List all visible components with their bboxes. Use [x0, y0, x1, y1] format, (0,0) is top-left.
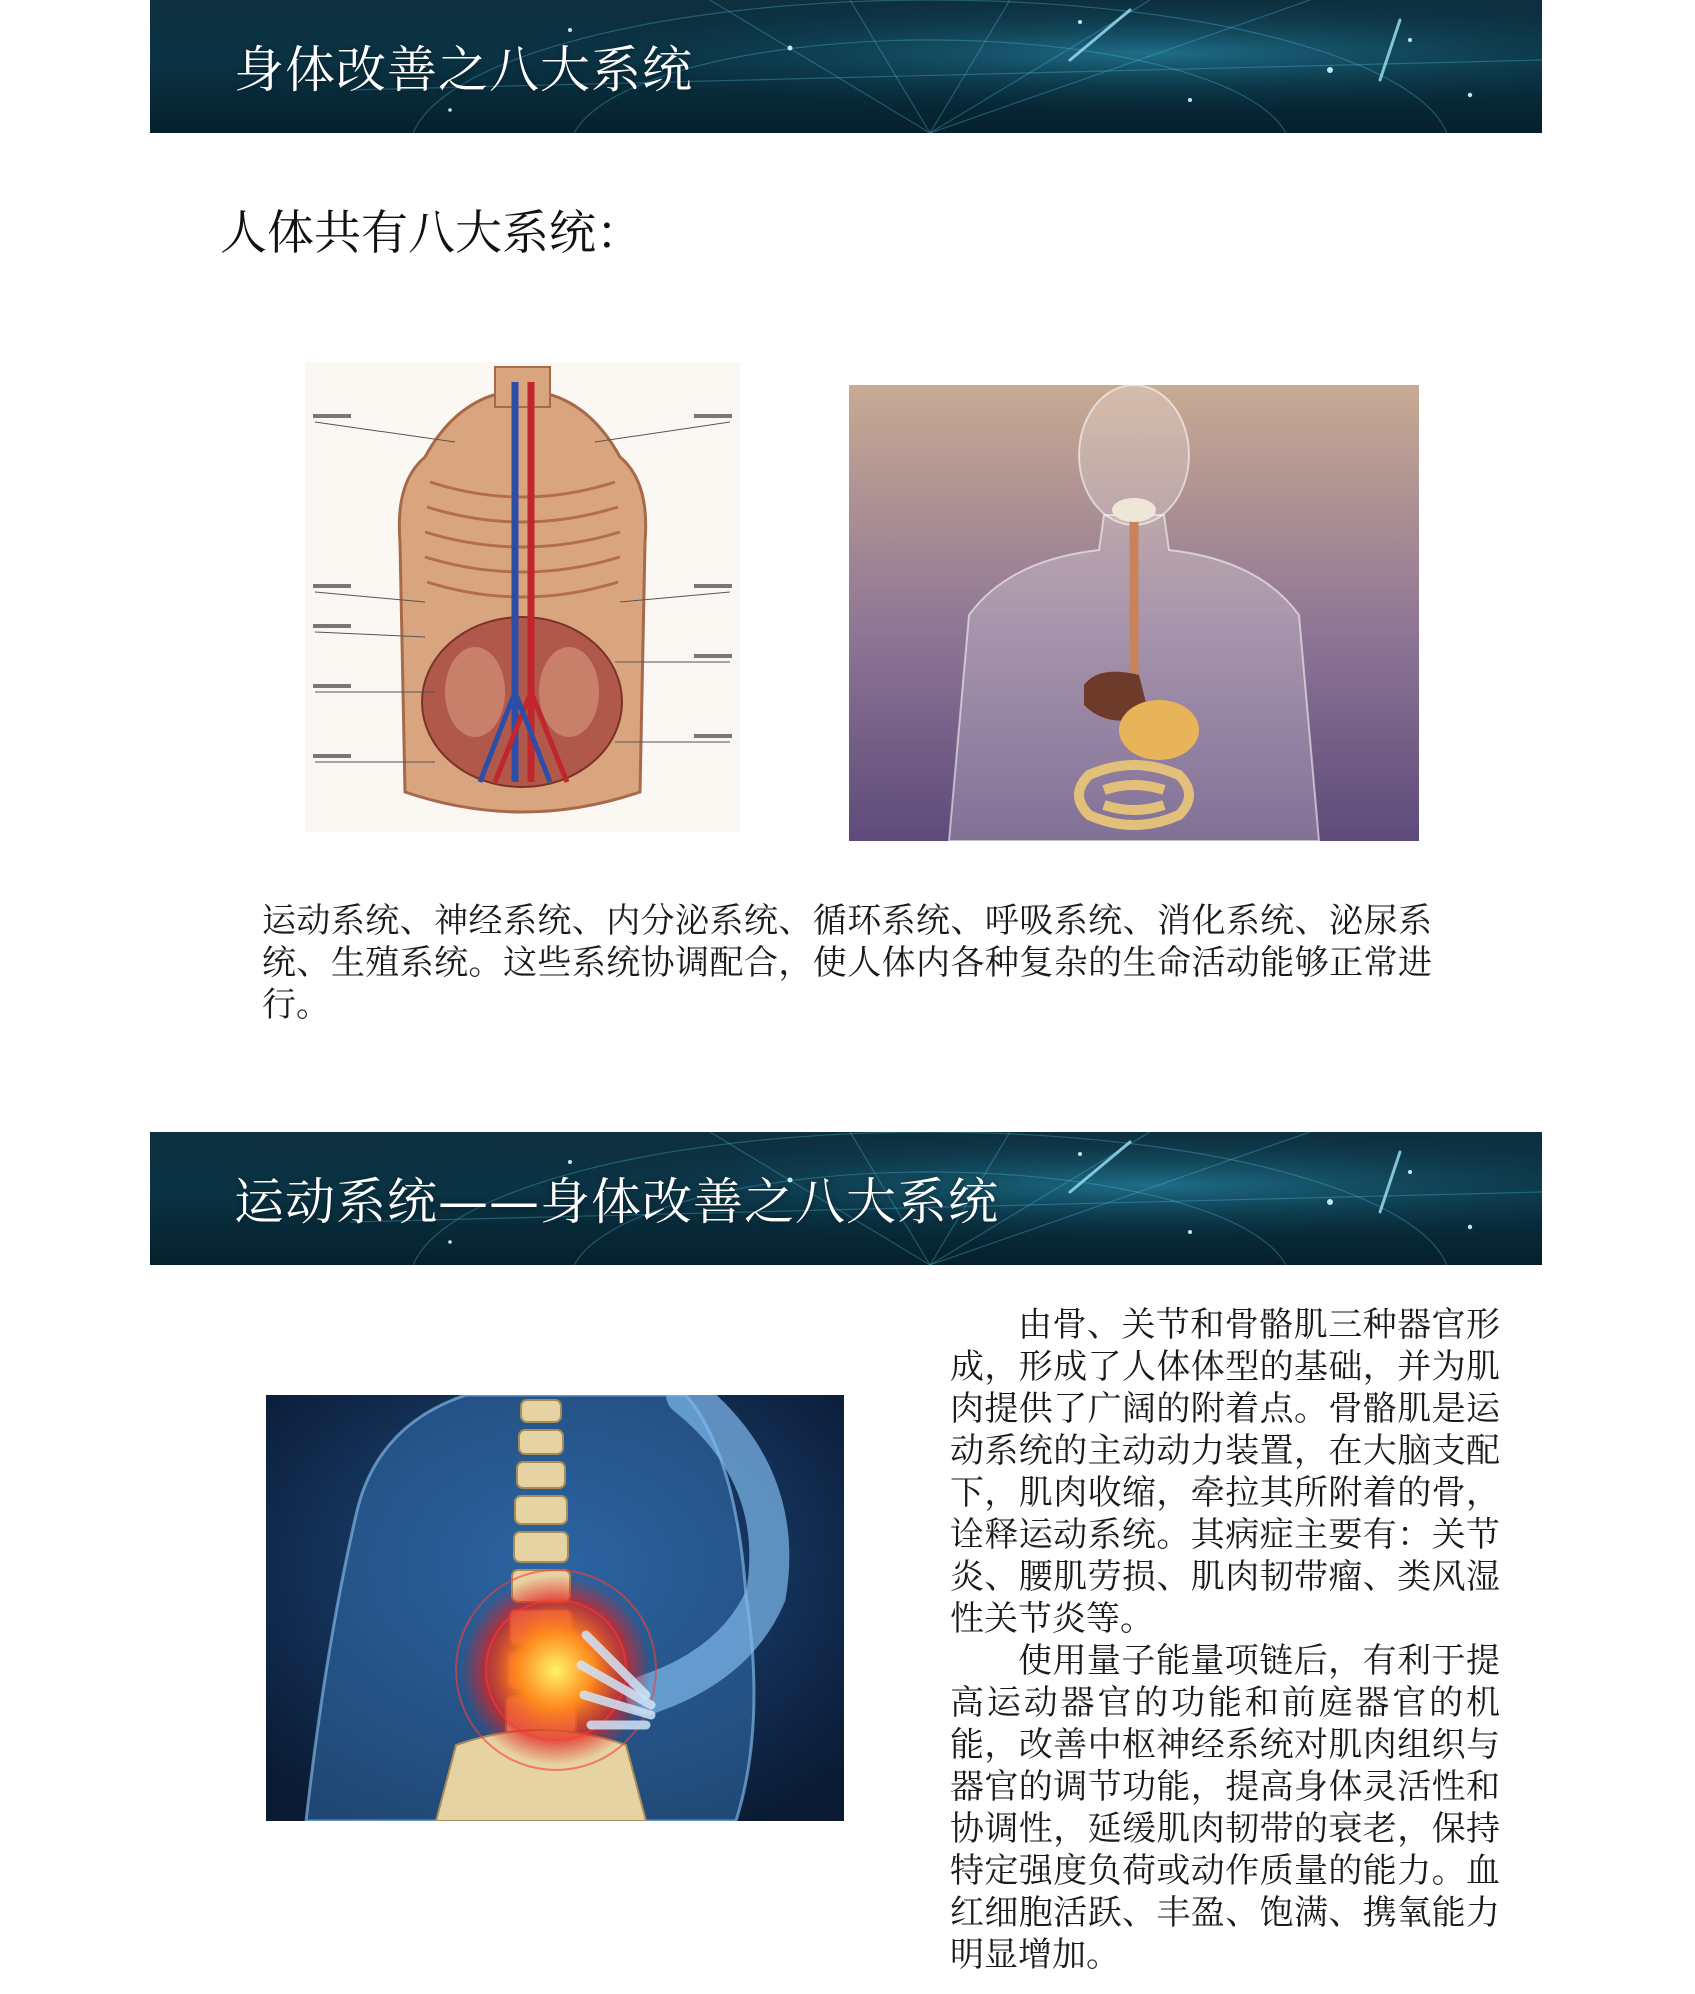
section-banner-motor-system [150, 1132, 1542, 1265]
section-subheading: 人体共有八大系统： [220, 206, 643, 261]
section-banner-overview [150, 0, 1542, 133]
motor-system-description: 由骨、关节和骨骼肌三种器官形成，形成了人体体型的基础，并为肌肉提供了广阔的附着点。骨骼肌是运动系统的主动动力装置，在大脑支配下，肌肉收缩，牵拉其所附着的骨，诠释运动系统。其病症主要有：关节炎、腰肌劳损、肌肉韧带瘤、类风湿性关节炎等。 [950, 1305, 1500, 1639]
digestive-system-image [849, 385, 1419, 841]
spine-backpain-image [266, 1395, 844, 1821]
necklace-benefit-description: 使用量子能量项链后，有利于提高运动器官的功能和前庭器官的机能，改善中枢神经系统对肌肉组织与器官的调节功能，提高身体灵活性和协调性，延缓肌肉韧带的衰老，保持特定强度负荷或动作质量的能力。血红细胞活跃、丰盈、饱满、携氧能力明显增加。 [950, 1641, 1500, 1975]
anatomy-torso-image [305, 362, 740, 832]
banner-title: 运动系统——身体改善之八大系统 [234, 1173, 999, 1231]
banner-title: 身体改善之八大系统 [234, 41, 693, 99]
intro-paragraph: 运动系统、神经系统、内分泌系统、循环系统、呼吸系统、消化系统、泌尿系统、生殖系统。这些系统协调配合，使人体内各种复杂的生命活动能够正常进行。 [262, 901, 1432, 1025]
